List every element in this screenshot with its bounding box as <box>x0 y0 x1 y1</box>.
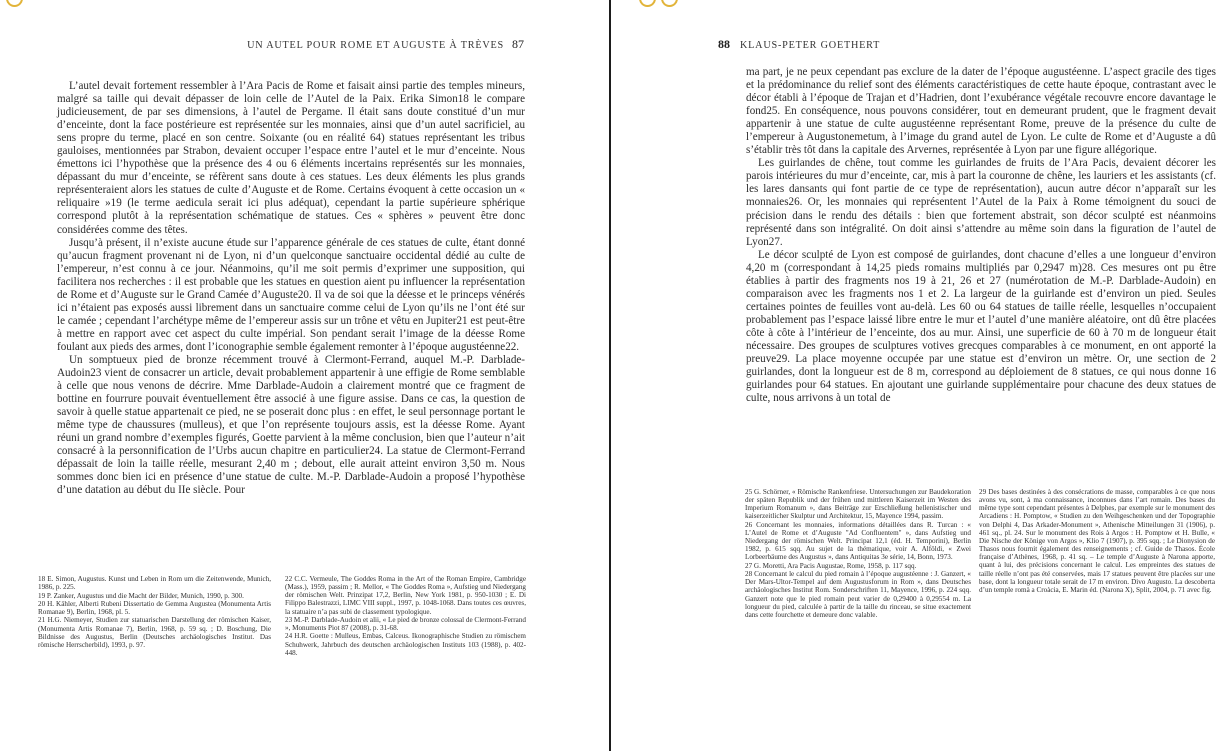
running-head-right <box>718 37 880 52</box>
footnote: 21 H.G. Niemeyer, Studien zur statuarischen Darstellung der römischen Kaiser, (Monumenta Artis Romanae 7), Berlin, 1968, p. 59 sq. ; D. Boschung, Die Bildnisse des Augustus, Berlin (Deutsches archäologisches Institut. Das römische Herrscherbild), 1993, p. 97. <box>38 616 271 649</box>
footnote: 23 M.-P. Darblade-Audoin et alii, « Le pied de bronze colossal de Clermont-Ferrand », Monuments Piot 87 (2008), p. 31-68. <box>285 615 526 633</box>
running-head-title: UN AUTEL POUR ROME ET AUGUSTE À TRÈVES <box>247 40 504 51</box>
running-head-title: KLAUS-PETER GOETHERT <box>740 40 881 51</box>
paragraph: Les guirlandes de chêne, tout comme les guirlandes de fruits de l’Ara Pacis, devaient décorer les parois intérieures du mur d’enceinte, car, mis à part la couronne de chêne, les lauriers et les assistants (cf. les lares dansants qui font partie de ce type de représentation), aucun autre décor n’apparaît sur les monnaies26. Or, les monnaies qui représentent l’Autel de la Paix à Rome témoignent du souci de précision dans le rendu des détails : bien que fortement abstrait, son décor sculpté est néanmoins représenté dans son intégralité. On doit ainsi s’attendre au même soin dans la figuration de l’autel de Lyon27. <box>746 157 1216 248</box>
footnote: 27 G. Moretti, Ara Pacis Augustae, Rome, 1958, p. 117 sqq. <box>745 561 917 570</box>
footnotes-column-2 <box>979 488 1215 594</box>
footnote: 19 P. Zanker, Augustus und die Macht der Bilder, Munich, 1990, p. 300. <box>38 591 244 600</box>
footnote: 22 C.C. Vermeule, The Goddes Roma in the Art of the Roman Empire, Cambridge (Mass.), 1959, passim ; R. Mellor, « The Goddes Roma », Aufstieg und Niedergang der römischen Welt. Prinzipat 17,2, Berlin, New York 1981, p. 950-1030 ; E. Di Filippo Balestrazzi, LIMC VIII suppl., 1997, p. 1048-1068. Dans toutes ces œuvres, la statuaire n’a pas subi de classement typologique. <box>285 575 526 616</box>
page-number: 87 <box>512 37 524 51</box>
main-text-right <box>746 66 1216 405</box>
footnotes-column-1 <box>745 488 971 619</box>
footnote: 20 H. Kähler, Alberti Rubeni Dissertatio de Gemma Augustea (Monumenta Artis Romanae 9), Berlin, 1968, pl. 5. <box>38 599 271 616</box>
footnote: 18 E. Simon, Augustus. Kunst und Leben in Rom um die Zeitenwende, Munich, 1986, p. 225. <box>38 575 271 592</box>
yellow-circle-mark <box>639 0 656 7</box>
page-number: 88 <box>718 37 730 51</box>
page-divider <box>609 0 611 751</box>
paragraph: ma part, je ne peux cependant pas exclure de la dater de l’époque augustéenne. L’aspect gracile des tiges et la prédominance du relief sont des éléments caractéristiques de cette haute époque, contrastant avec le décor établi à l’époque de Trajan et d’Hadrien, dont l’exubérance végétale recouvre encore davantage le fond25. En conséquence, nous pouvons considérer, tout en demeurant prudent, que le fragment devait appartenir à une statue de culte augustéenne représentant Rome, preuve de la présence du culte de l’empereur à Augustonemetum, à l’image du grand autel de Lyon. Le culte de Rome et d’Auguste a dû s’établir très tôt dans la capitale des Arvernes, représentée à Lyon par une figure allégorique. <box>746 66 1216 157</box>
yellow-circle-mark <box>661 0 678 7</box>
right-page <box>612 0 1228 751</box>
paragraph: L’autel devait fortement ressembler à l’Ara Pacis de Rome et faisait ainsi partie des temples mineurs, malgré sa taille qui devait dépasser de loin celle de l’Autel de la Paix. Erika Simon18 le compare judicieusement, de par ses dimensions, à l’autel de Pergame. Il était sans doute constitué d’un mur d’enceinte, dont la face postérieure est représentée sur les monnaies, ainsi que d’un autel sacrificiel, au sens propre du terme, placé en son centre. Soixante (ou en réalité 64) statues représentant les tribus gauloises, mentionnées par Strabon, devaient occuper l’espace entre l’autel et le mur d’enceinte. Nous émettons ici l’hypothèse que la présence des 4 ou 6 éléments incertains représentés sur les monnaies, dépassant du mur d’enceinte, se réfèrent sans doute à ces statues. Les deux éléments les plus grands représenteraient alors les statues de culte d’Auguste et de Rome. Certains évoquent à cette occasion un « reliquaire »19 (le terme aedicula serait ici plus adéquat), cependant la partie supérieure sphérique correspond plutôt à la représentation schématique de statues. Ces « sphères » peuvent être donc considérées comme des têtes. <box>57 80 525 236</box>
footnote: 24 H.R. Goette : Mulleus, Embas, Calceus. Ikonographische Studien zu römischem Schuhwerk, Jahrbuch des deutschen archäologischen Instituts 103 (1988), p. 402-448. <box>285 632 526 657</box>
footnote: 25 G. Schörner, « Römische Rankenfriese. Untersuchungen zur Baudekoration der späten Republik und der frühen und mittleren Kaiserzeit im Westen des Imperium Romanum », dans Beiträge zur Erschließung hellenistischer und kaiserzeitlicher Skulptur und Architektur, 15, Mayence 1994, passim. <box>745 488 971 521</box>
yellow-circle-mark <box>6 0 23 7</box>
footnotes-column-1 <box>38 575 271 649</box>
main-text-left <box>57 80 525 498</box>
footnotes-column-2 <box>285 575 526 657</box>
paragraph: Un somptueux pied de bronze récemment trouvé à Clermont-Ferrand, auquel M.-P. Darblade-Audoin23 vient de consacrer un article, devait probablement appartenir à une effigie de Rome semblable à celle que nous venons de décrire. Mme Darblade-Audoin a clairement montré que ce fragment de bottine en fourrure pouvait éventuellement être associé à une figure assise. Dans ce cas, la question de savoir à quelle statue appartenait ce pied, ne se poserait donc plus : en effet, le seul personnage portant le même type de chaussures (mulleus), et que l’on représente toujours assis, est la déesse Rome. Ayant réuni un grand nombre d’exemples figurés, Goette parvient à la même conclusion, bien que l’auteur n’ait consacré à la personnification de l’Urbs aucun chapitre en particulier24. La statue de Clermont-Ferrand dépassait de loin la taille réelle, mesurant 2,40 m ; debout, elle aurait atteint environ 3,50 m. Nous sommes donc bien ici en présence d’une statue de culte. M.-P. Darblade-Audoin a proposé l’hypothèse d’une datation au début du IIe siècle. Pour <box>57 353 525 497</box>
paragraph: Le décor sculpté de Lyon est composé de guirlandes, dont chacune d’elles a une longueur d’environ 4,20 m (correspondant à 14,25 pieds romains multipliés par 0,2947 m)28. Ces mesures ont pu être établies à partir des fragments nos 19 à 21, 26 et 27 (numérotation de M.-P. Darblade-Audoin) en comparaison avec les fragments nos 1 et 2. La largeur de la guirlande est d’environ un pied. Seules certaines pointes de feuilles vont au-delà. Les 60 ou 64 statues de taille réelle, lesquelles n’occupaient probablement pas l’espace laissé libre entre le mur et l’autel d’une manière aléatoire, ont dû être placées côte à côte à l’intérieur de l’enceinte, dos au mur. Ainsi, une superficie de 60 à 70 m de longueur était nécessaire. Des groupes de sculptures votives grecques comparables à ce monument, en ont apporté la preuve29. La place moyenne occupée par une statue est d’environ un mètre. Or, une section de 2 guirlandes, dont la longueur est de 8 m, correspond au déploiement de 8 statues, ce qui nous donne 16 guirlandes pour 64 statues. En ajoutant une guirlande supplémentaire pour chacune des deux statues de culte, nous arrivons à un total de <box>746 248 1216 405</box>
footnote: 28 Concernant le calcul du pied romain à l’époque augustéenne : J. Ganzert, « Der Mars-Ultor-Tempel auf dem Augustusforum in Rom », dans Deutsches archäologisches Institut Rom. Sonderschriften 11, Mayence, 1996, p. 224 sqq. Ganzert note que le pied romain peut varier de 0,29400 à 0,29554 m. La longueur du pied, calculée à partir de la taille du rinceau, se situe exactement dans cette fourchette et demeure donc valable. <box>745 570 971 619</box>
footnote: 29 Des bases destinées à des consécrations de masse, comparables à ce que nous avons vu, sont, à ma connaissance, inconnues dans l’art romain. Des bases du même type sont cependant présentes à Delphes, par exemple sur le monument des Arcadiens : H. Pomptow, « Studien zu den Weihgeschenken und der Topographie von Delphi 4, Das Arkader-Monument », Athenische Mitteilungen 31 (1906), p. 461 sq., pl. 24. Sur le monument des Rois à Argos : H. Pomptow et H. Bulle, « Die Nische der Könige von Argos », Klio 7 (1907), p. 395 sqq. ; Le Dionysion de Thasos nous fournit également des renseignements ; cf. Guide de Thasos. École française d’Athènes, 1968, p. 41 sq. – Le temple d’Auguste à Narona apporte, quant à lui, des précisions concernant le calcul. Les empreintes des statues de taille réelle n’ont pas été conservées, mais 17 statues peuvent être placées sur une base, dont la longueur totale serait de 17 m environ. Divo Augusto. La descoberta d’un temple romà a Croàcia, E. Marin éd. (Narona X), Split, 2004, p. 71 avec fig. <box>979 488 1215 594</box>
footnote: 26 Concernant les monnaies, informations détaillées dans R. Turcan : « L’Autel de Rome et d’Auguste "Ad Confluentem" », dans Aufstieg und Niedergang der römischen Welt. Principat 12,1 (éd. H. Temporini), Berlin 1982, p. 615 sqq. Au sujet de la thématique, voir A. Alföldi, « Zwei Lorbeerbäume des Augustus », dans Antiquitas 3e série, 14, Bonn, 1973. <box>745 520 971 562</box>
left-page <box>0 0 610 751</box>
paragraph: Jusqu’à présent, il n’existe aucune étude sur l’apparence générale de ces statues de culte, étant donné qu’aucun fragment provenant ni de Lyon, ni d’un quelconque sanctuaire occidental dédié au culte de l’empereur, n’est connu à ce jour. Néanmoins, qu’il me soit permis d’exprimer une supposition, qui facilitera nos recherches : il est probable que les statues en question aient pu influencer la représentation de Rome et d’Auguste sur le Grand Camée d’Auguste20. Il va de soi que la déesse et le princeps vénérés ici n’étaient pas exposés aussi librement dans un sanctuaire comme celui de Lyon qu’ils ne l’ont été sur le camée ; cependant l’archétype même de l’empereur assis sur un trône et vêtu en Jupiter21 est peut-être à mettre en rapport avec cet aspect du culte impérial. Son pendant serait l’image de la déesse Rome foulant aux pieds des armes, dont l’iconographie semble également remonter à l’époque augustéenne22. <box>57 236 525 353</box>
running-head-left <box>247 37 524 52</box>
